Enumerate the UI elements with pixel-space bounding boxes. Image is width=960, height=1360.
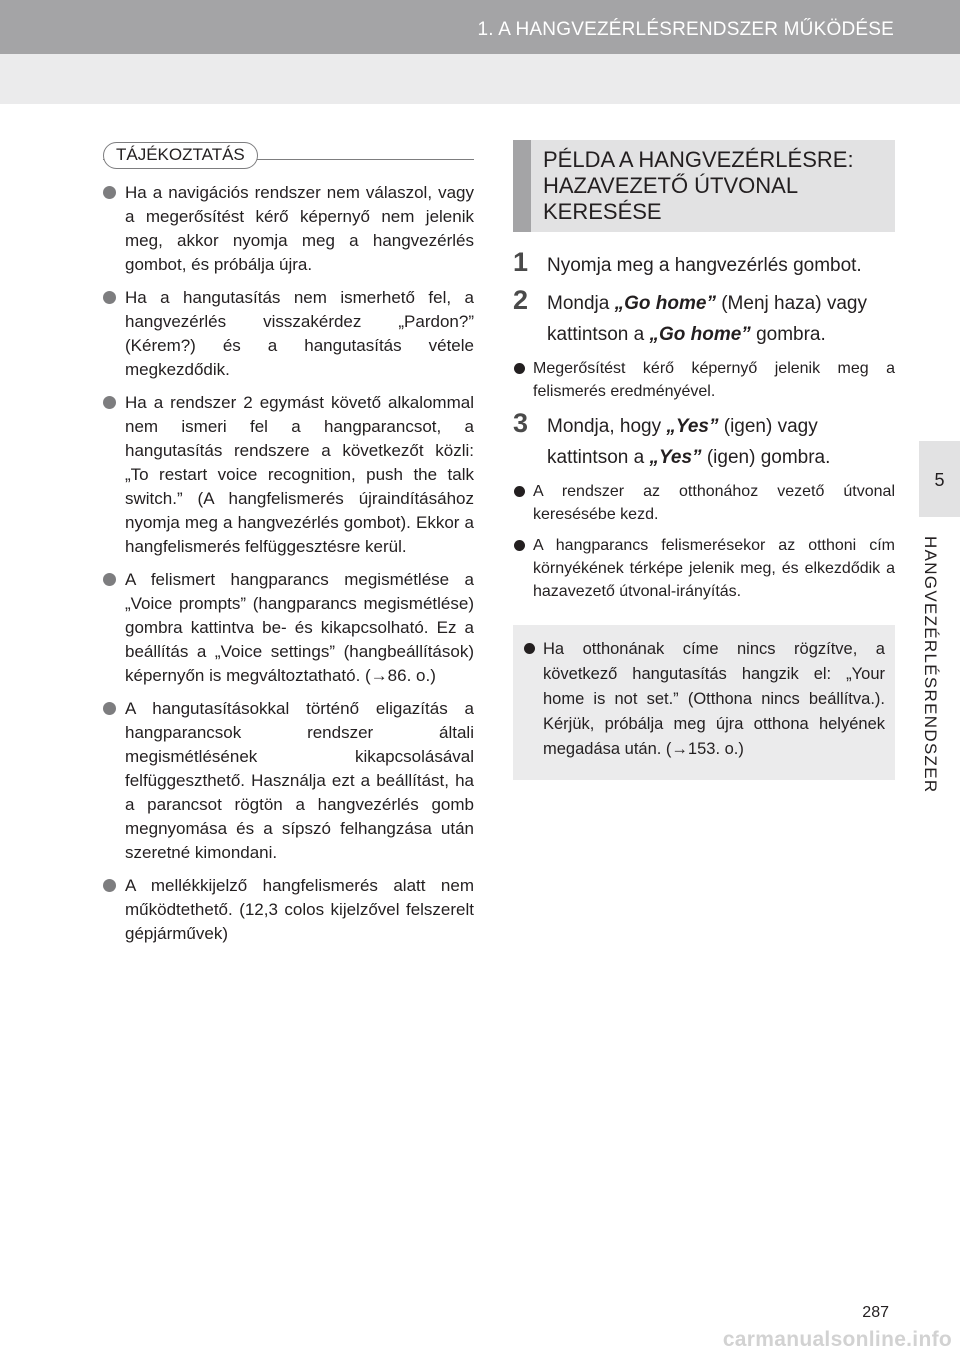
note-list — [103, 181, 474, 946]
bullet-icon — [103, 702, 116, 715]
step-text: Nyomja meg a hangvezérlés gombot. — [547, 255, 862, 276]
voice-command: „Go home” — [614, 293, 716, 314]
bullet-icon — [103, 879, 116, 892]
step-number: 3 — [513, 408, 529, 438]
header-bar — [0, 0, 960, 54]
steps-list — [513, 247, 895, 603]
list-item: A felismert hangparancs megismétlése a „Voice prompts” (hangparancs megismétlése) gombra kattintva be- és kikapcsolható. Ez a beállítás a „Voice settings” (hangbeállítások) képernyőn is megváltoztatható. (→86. o.) — [103, 568, 474, 688]
page-number: 287 — [862, 1304, 889, 1321]
list-item: Ha a navigációs rendszer nem válaszol, vagy a megerősítést kérő képernyő nem jelenik meg, akkor nyomja meg a hangvezérlés gombot, és próbálja újra. — [103, 181, 474, 277]
bullet-icon — [524, 643, 535, 654]
example-heading-box — [513, 140, 895, 232]
bullet-icon — [514, 540, 525, 551]
step-1 — [513, 247, 895, 281]
chapter-title: HANGVEZÉRLÉSRENDSZER — [921, 536, 940, 794]
list-item: A mellékkijelző hangfelismerés alatt nem működtethető. (12,3 colos kijelzővel felszerelt gépjárművek) — [103, 874, 474, 946]
bullet-icon — [103, 186, 116, 199]
watermark: carmanualsonline.info — [722, 1328, 952, 1351]
button-name: „Yes” — [649, 447, 702, 468]
list-item: Ha a rendszer 2 egymást követő alkalommal nem ismeri fel a hangparancsot, a hangutasítás rendszere a következőt közli: „To restart voice recognition, push the talk switch.” (A hangfelismerés újraindításához nyomja meg a hangvezérlés gombot). Ekkor a hangfelismerés felfüggesztésre kerül. — [103, 391, 474, 559]
section-title: 1. A HANGVEZÉRLÉSRENDSZER MŰKÖDÉSE — [477, 19, 894, 40]
example-title: PÉLDA A HANGVEZÉRLÉSRE: HAZAVEZETŐ ÚTVONAL KERESÉSE — [543, 147, 854, 224]
heading-stripe — [513, 140, 531, 232]
bullet-icon — [103, 573, 116, 586]
voice-command: „Yes” — [666, 416, 719, 437]
list-item: Ha a hangutasítás nem ismerhető fel, a hangvezérlés visszakérdez „Pardon?” (Kérem?) és a hangutasítás vétele megkezdődik. — [103, 286, 474, 382]
bullet-icon — [103, 291, 116, 304]
step-3: 3 Mondja, hogy „Yes” (igen) vagy kattintson a „Yes” (igen) gombra. — [513, 408, 831, 468]
step-number: 2 — [513, 285, 529, 315]
note-label: TÁJÉKOZTATÁS — [103, 142, 258, 169]
list-item: A rendszer az otthonához vezető útvonal keresésébe kezd. — [513, 480, 895, 526]
chapter-number: 5 — [934, 470, 945, 490]
bullet-icon — [514, 363, 525, 374]
step-number: 1 — [513, 247, 529, 277]
bullet-icon — [103, 396, 116, 409]
note-section — [103, 142, 474, 955]
list-item: A hangparancs felismerésekor az otthoni cím környékének térképe jelenik meg, és elkezdődik a hazavezető útvonal-irányítás. — [513, 534, 895, 603]
example-section — [513, 140, 895, 780]
list-item: Megerősítést kérő képernyő jelenik meg a felismerés eredményével. — [513, 357, 895, 403]
list-item: A hangutasításokkal történő eligazítás a hangparancsok rendszer általi megismétlésének kikapcsolásával felfüggeszthető. Használja ezt a beállítást, ha a parancsot rögtön a hangvezérlés gomb megnyomása és a sípszó felhangzása után szeretné kimondani. — [103, 697, 474, 865]
chapter-tab — [919, 441, 960, 517]
header-band — [0, 54, 960, 104]
info-box — [513, 625, 895, 780]
bullet-icon — [514, 486, 525, 497]
list-item: Ha otthonának címe nincs rögzítve, a következő hangutasítás hangzik el: „Your home is not set.” (Otthona nincs beállítva.). Kérjük, próbálja meg újra otthona helyének megadása után. (→153. o.) — [523, 637, 885, 762]
button-name: „Go home” — [649, 324, 751, 345]
step-2: 2 Mondja „Go home” (Menj haza) vagy kattintson a „Go home” gombra. — [513, 285, 867, 345]
